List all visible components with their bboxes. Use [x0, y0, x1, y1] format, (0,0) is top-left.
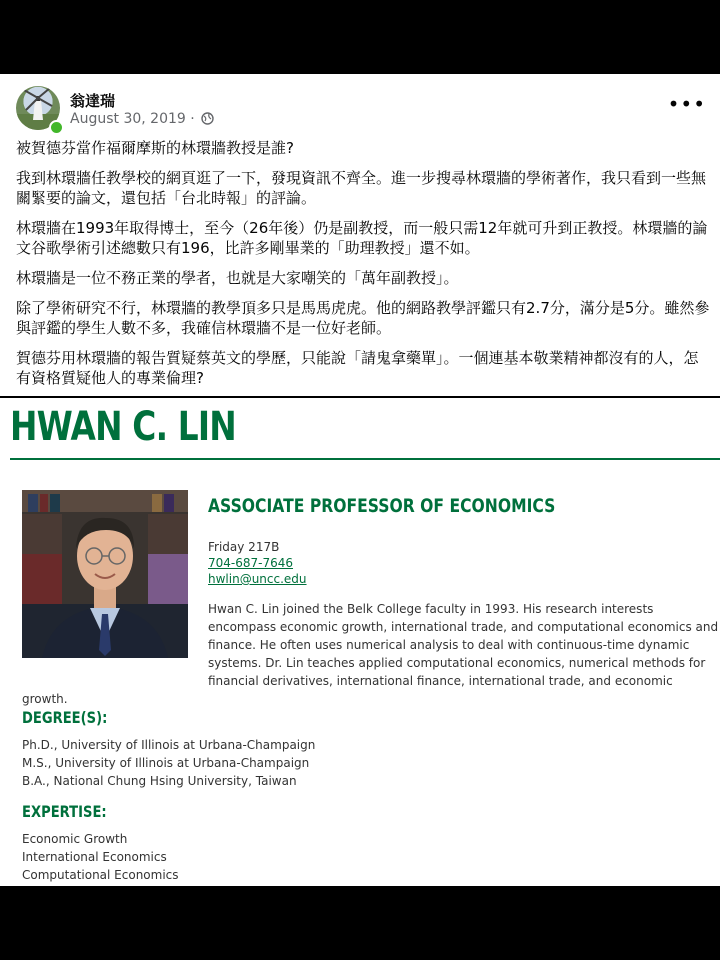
- post-author[interactable]: 翁達瑞: [70, 92, 116, 110]
- position-title: ASSOCIATE PROFESSOR OF ECONOMICS: [208, 495, 556, 517]
- post-paragraph: 賀德芬用林環牆的報告質疑蔡英文的學歷，只能說「請鬼拿藥單」。一個連基本敬業精神都沒有的人，怎有資格質疑他人的專業倫理?: [16, 349, 699, 387]
- post-paragraph: 林環牆在1993年取得博士，至今（26年後）仍是副教授，而一般只需12年就可升到正教授。林環牆的論文谷歌學術引述總數只有196，比許多剛畢業的「助理教授」還不如。: [16, 219, 708, 257]
- bio: [22, 600, 720, 708]
- post-text: [16, 138, 710, 396]
- bio-spacer: [22, 600, 208, 682]
- degrees-heading: DEGREE(S):: [22, 708, 108, 727]
- divider: [10, 458, 720, 460]
- list-item: M.S., University of Illinois at Urbana-Champaign: [22, 756, 310, 770]
- post-meta: [70, 111, 214, 129]
- list-item: International Economics: [22, 850, 167, 864]
- globe-icon: [201, 112, 214, 129]
- email-link[interactable]: hwlin@uncc.edu: [208, 572, 307, 586]
- degrees-list: [22, 736, 315, 790]
- post-header: [16, 86, 706, 134]
- contact-info: [208, 539, 307, 587]
- more-icon[interactable]: •••: [667, 92, 706, 116]
- list-item: Computational Economics: [22, 868, 179, 882]
- phone-link[interactable]: 704-687-7646: [208, 556, 294, 570]
- post-paragraph: 被賀德芬當作福爾摩斯的林環牆教授是誰?: [16, 139, 294, 157]
- online-status-dot: [49, 120, 64, 135]
- facebook-post: [0, 74, 720, 396]
- profile-name: HWAN C. LIN: [10, 404, 236, 450]
- list-item: Economic Growth: [22, 832, 128, 846]
- post-paragraph: 林環牆是一位不務正業的學者，也就是大家嘲笑的「萬年副教授」。: [16, 269, 459, 287]
- bio-text: Hwan C. Lin joined the Belk College faculty in 1993. His research interests encompass economic growth, international trade, and computational economics and finance. He often uses numerical analysis to deal with continuous-time dynamic systems. Dr. Lin teaches applied computational economics, numerical methods for financial derivatives, international finance, international trade, and economic growth.: [22, 602, 719, 706]
- list-item: Ph.D., University of Illinois at Urbana-Champaign: [22, 738, 316, 752]
- list-item: B.A., National Chung Hsing University, Taiwan: [22, 774, 297, 788]
- post-date[interactable]: August 30, 2019 ·: [70, 111, 200, 127]
- post-paragraph: 我到林環牆任教學校的網頁逛了一下，發現資訊不齊全。進一步搜尋林環牆的學術著作，我只看到一些無關緊要的論文，還包括「台北時報」的評論。: [16, 169, 707, 207]
- expertise-heading: EXPERTISE:: [22, 802, 107, 821]
- office-location: Friday 217B: [208, 540, 280, 554]
- faculty-profile-screenshot: [0, 398, 720, 886]
- post-paragraph: 除了學術研究不行，林環牆的教學頂多只是馬馬虎虎。他的網路教學評鑑只有2.7分，滿分是5分。雖然參與評鑑的學生人數不多，我確信林環牆不是一位好老師。: [16, 299, 710, 337]
- expertise-list: [22, 830, 179, 884]
